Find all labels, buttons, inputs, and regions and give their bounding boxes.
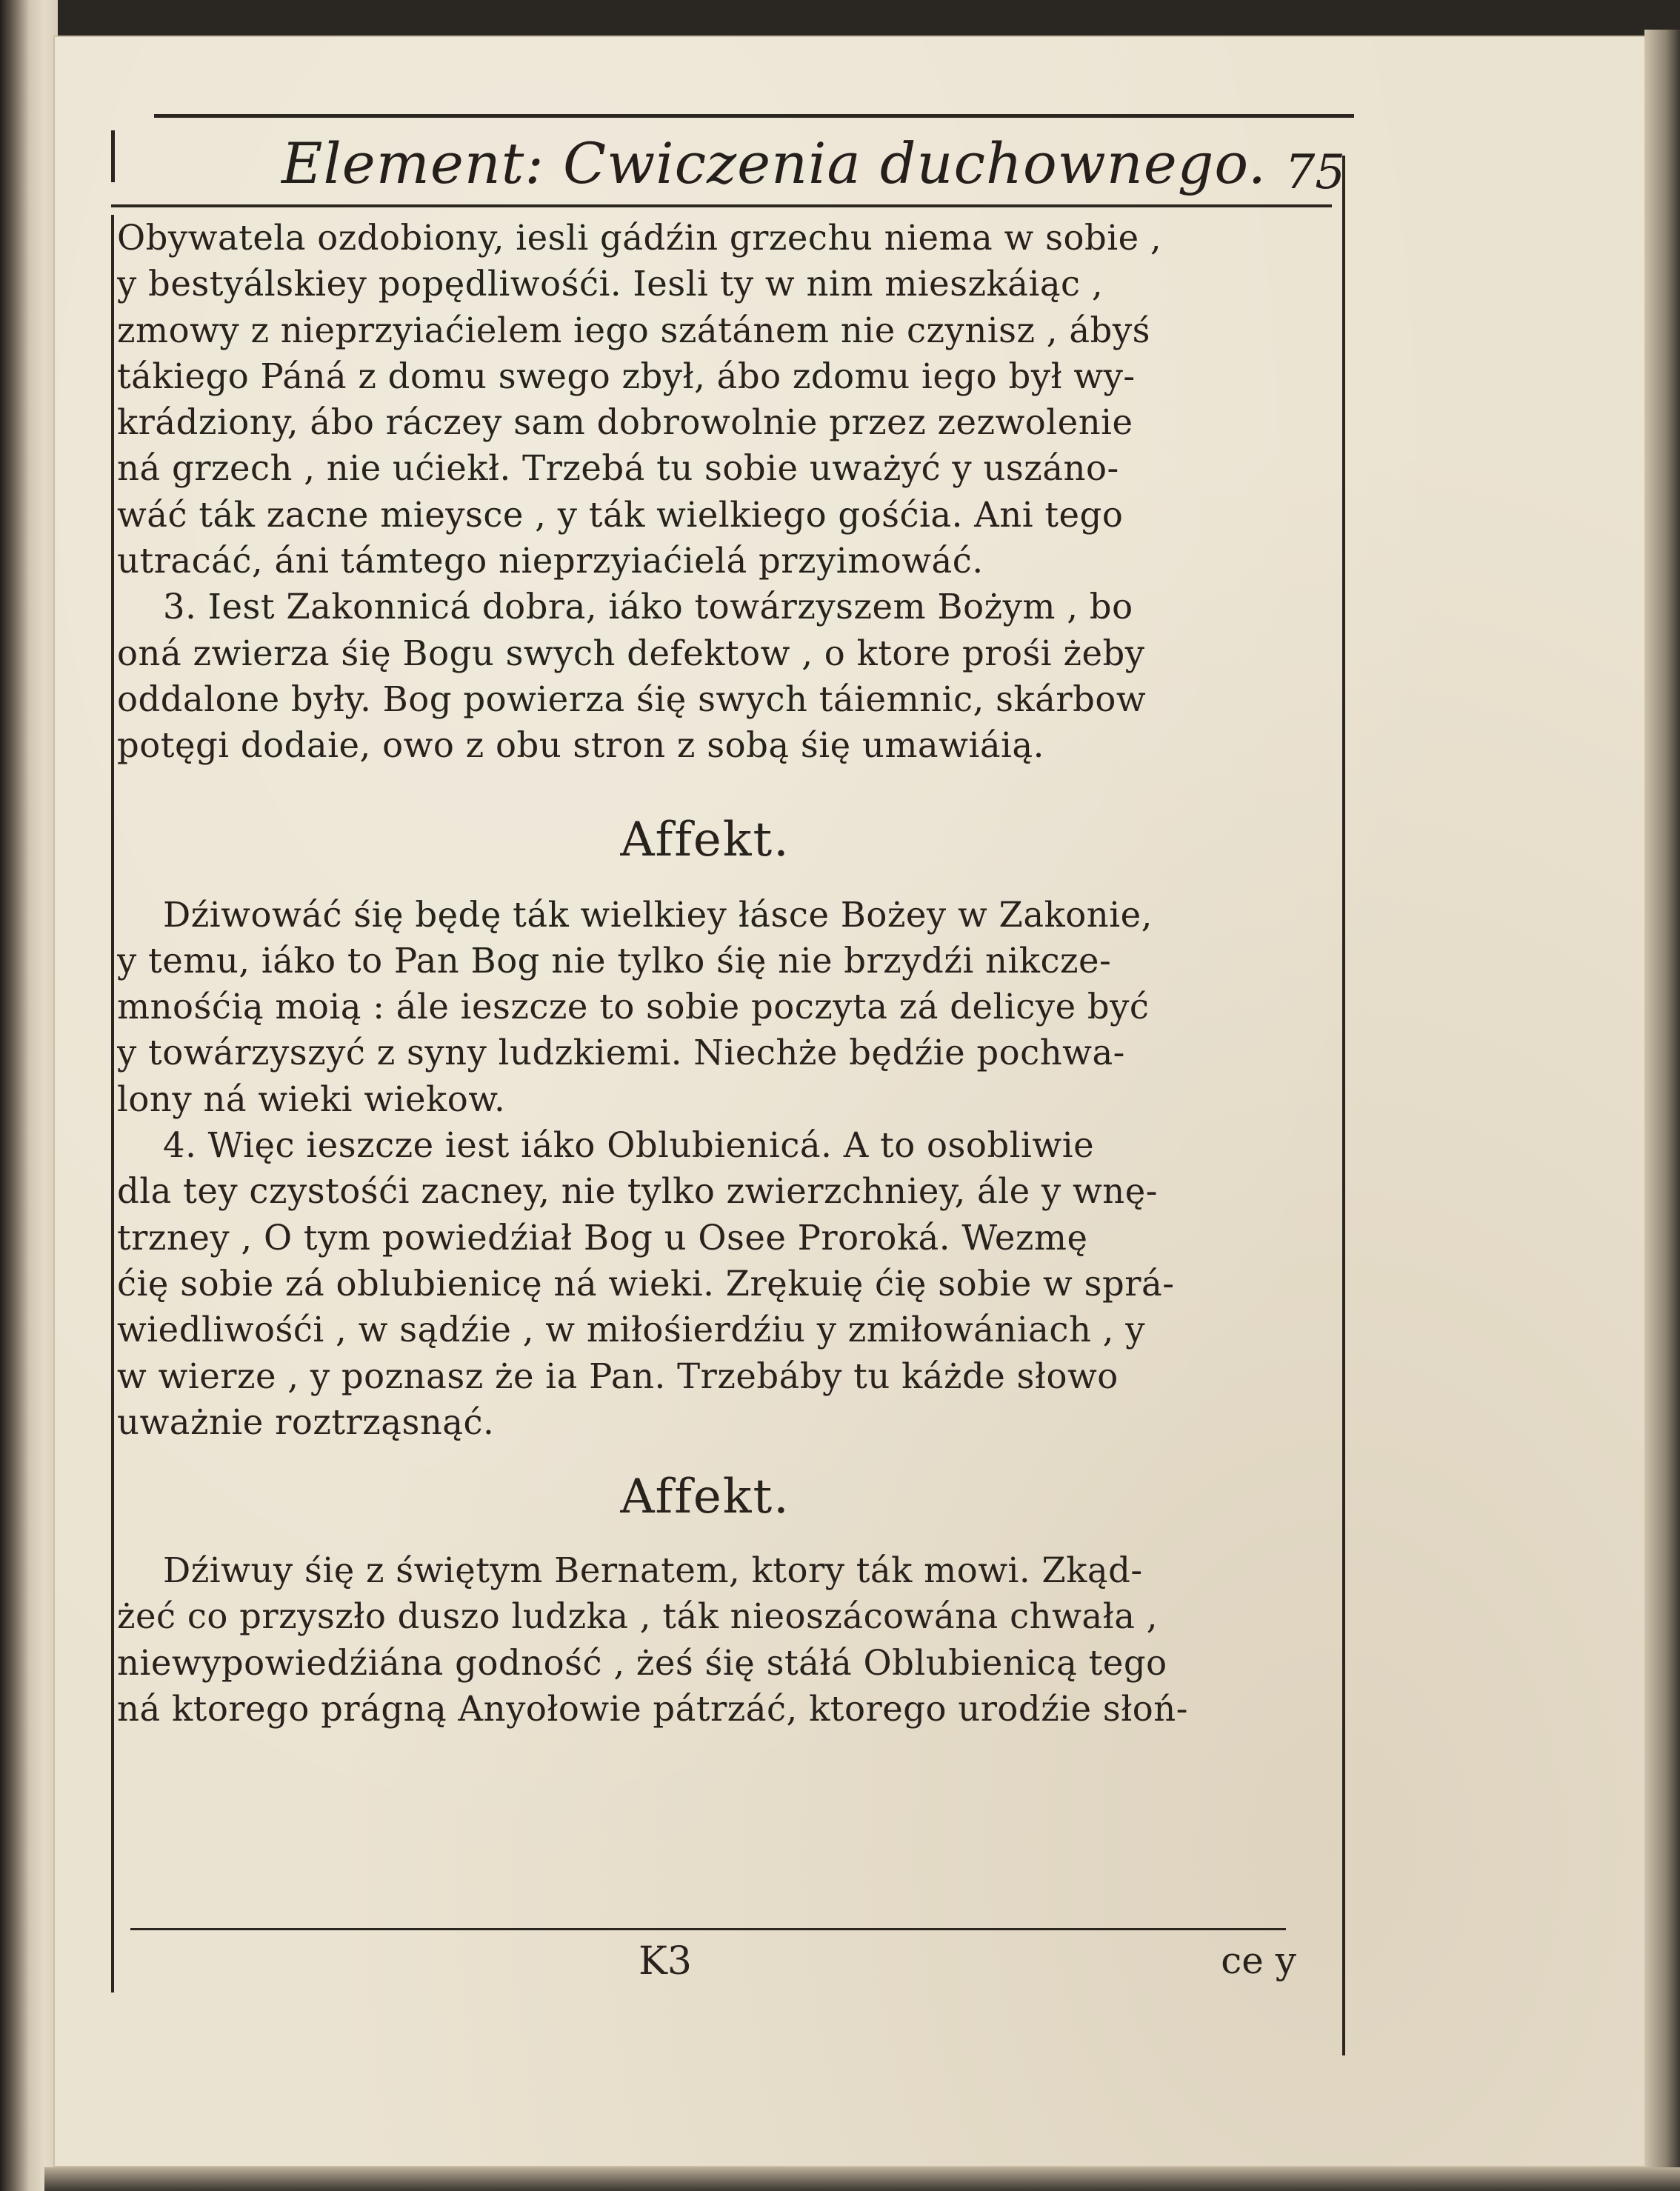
text-line: 3. Iest Zakonnicá dobra, iáko towárzyszem Bożym , bo [163, 587, 1133, 627]
text-line: ná grzech , nie ućiekł. Trzebá tu sobie uważyć y uszáno- [117, 448, 1119, 489]
page-edge-bottom [44, 2167, 1680, 2191]
text-line: niewypowiedźiána godność , żeś śię stáłá Oblubienicą tego [117, 1642, 1167, 1683]
text-line: żeć co przyszło duszo ludzka , ták nieoszácowána chwała , [117, 1596, 1158, 1637]
text-line: trzney , O tym powiedźiał Bog u Osee Proroká. Wezmę [117, 1217, 1088, 1258]
text-line: 4. Więc ieszcze iest iáko Oblubienicá. A to osobliwie [163, 1125, 1095, 1166]
text-line: w wierze , y poznasz że ia Pan. Trzebáby tu káżde słowo [117, 1355, 1119, 1396]
signature-mark: K3 [639, 1939, 692, 1984]
text-line: Dźiwuy śię z świętym Bernatem, ktory ták mowi. Zkąd- [163, 1550, 1143, 1591]
text-line: ćię sobie zá oblubienicę ná wieki. Zrękuię ćię sobie w sprá- [117, 1263, 1175, 1304]
page-number: 75 [1284, 145, 1345, 200]
text-line: dla tey czystośći zacney, nie tylko zwierzchniey, ále y wnę- [117, 1171, 1158, 1212]
text-line: y bestyálskiey popędliwośći. Iesli ty w nim mieszkáiąc , [117, 264, 1104, 304]
text-line: zmowy z nieprzyiaćielem iego szátánem nie czynisz , ábyś [117, 310, 1150, 350]
text-line: ná ktorego prágną Anyołowie pátrzáć, ktorego urodźie słoń- [117, 1689, 1188, 1730]
running-title: Element: Cwiczenia duchownego. [281, 130, 1267, 196]
book-gutter [0, 0, 58, 2191]
text-line: potęgi dodaie, owo z obu stron z sobą śię umawiáią. [117, 725, 1044, 766]
catchword: ce y [1221, 1939, 1296, 1982]
text-line: utracáć, áni támtego nieprzyiaćielá przyimowáć. [117, 541, 984, 581]
text-line: lony ná wieki wiekow. [117, 1078, 506, 1119]
main-text [117, 215, 1338, 1732]
text-line: Obywatela ozdobiony, iesli gádźin grzechu niema w sobie , [117, 218, 1162, 258]
text-line: mnośćią moią : ále ieszcze to sobie poczyta zá delicye być [117, 987, 1150, 1027]
frame-rule-right [1342, 156, 1345, 2055]
frame-rule-head-left [111, 130, 115, 182]
text-line: Dźiwowáć śię będę ták wielkiey łásce Bożey w Zakonie, [163, 894, 1153, 935]
frame-rule-header [111, 204, 1332, 207]
section-heading-affekt: Affekt. [620, 812, 790, 867]
frame-rule-footer [130, 1928, 1286, 1930]
text-line: y towárzyszyć z syny ludzkiemi. Niechże będźie pochwa- [117, 1033, 1125, 1073]
frame-rule-top [154, 114, 1354, 118]
text-line: oná zwierza śię Bogu swych defektow , o ktore prośi żeby [117, 633, 1145, 673]
spacer [117, 769, 1338, 788]
page-edge-right [1644, 30, 1680, 2178]
text-line: wiedliwośći , w sądźie , w miłośierdźiu y zmiłowániach , y [117, 1310, 1146, 1350]
frame-rule-left [111, 215, 114, 1992]
text-line: wáć ták zacne mieysce , y ták wielkiego gośćia. Ani tego [117, 494, 1124, 535]
text-line: oddalone były. Bog powierza śię swych táiemnic, skárbow [117, 678, 1147, 719]
text-line: y temu, iáko to Pan Bog nie tylko śię nie brzydźi nikcze- [117, 940, 1112, 981]
text-line: tákiego Páná z domu swego zbył, ábo zdomu iego był wy- [117, 356, 1136, 396]
text-line: uważnie roztrząsnąć. [117, 1401, 495, 1442]
section-heading-affekt: Affekt. [620, 1470, 790, 1525]
text-line: krádziony, ábo ráczey sam dobrowolnie przez zezwolenie [117, 402, 1133, 443]
